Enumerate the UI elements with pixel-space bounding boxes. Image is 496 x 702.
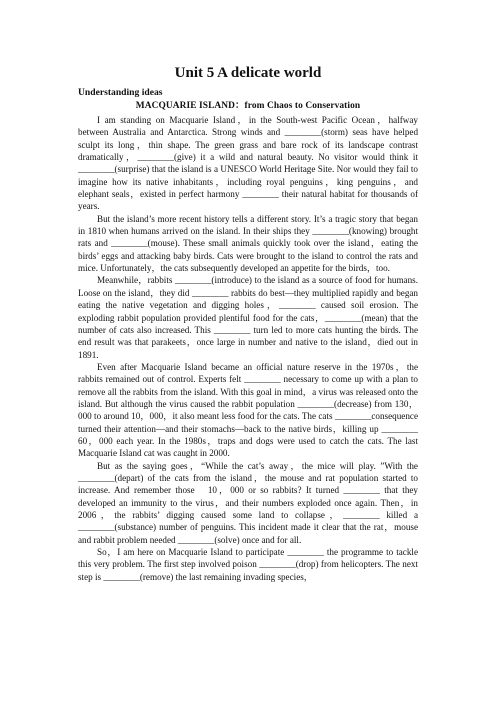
paragraph: But the island’s more recent history tells a different story. It’s a tragic story that began in 1810 when humans arrived on the island. In their ships they ________(knowing) brought rats and ________(mouse). These small animals quickly took over the island，eating the birds’ eggs and attacking baby birds. Cats were brought to the island to control the rats and mice. Unfortunately，the cats subsequently developed an appetite for the birds，too. xyxy=(78,213,418,274)
paragraph: So，I am here on Macquarie Island to participate ________ the programme to tackle this very problem. The first step involved poison ________(drop) from helicopters. The next step is ________(remove) the last remaining invading species， xyxy=(78,547,418,582)
unit-title: Unit 5 A delicate world xyxy=(174,65,322,81)
article-body xyxy=(78,114,418,583)
article-title: MACQUARIE ISLAND：from Chaos to Conservation xyxy=(135,101,361,111)
section-heading: Understanding ideas xyxy=(78,87,163,98)
paragraph: Even after Macquarie Island became an official nature reserve in the 1970s，the rabbits remained out of control. Experts felt ________ necessary to come up with a plan to remove all the rabbits from the island. With this goal in mind，a virus was released onto the island. But although the virus caused the rabbit population ________(decrease) from 130，000 to around 10，000，it also meant less food for the cats. The cats ________consequence turned their attention—and their stomachs—back to the native birds，killing up ________ 60，000 each year. In the 1980s，traps and dogs were used to catch the cats. The last Macquarie Island cat was caught in 2000. xyxy=(78,361,418,459)
paragraph: Meanwhile，rabbits ________(introduce) to the island as a source of food for humans. Loose on the island，they did ________ rabbits do best—they multiplied rapidly and began eating the native vegetation and digging holes，________ caused soil erosion. The exploding rabbit population provided plentiful food for the cats，________(mean) that the number of cats also increased. This ________ turn led to more cats hunting the birds. The end result was that parakeets，once large in number and native to the island，died out in 1891. xyxy=(78,275,418,360)
paragraph: I am standing on Macquarie Island，in the South-west Pacific Ocean，halfway between Australia and Antarctica. Strong winds and ________(storm) seas have helped sculpt its long，thin shape. The green grass and bare rock of its landscape contrast dramatically，________(give) it a wild and natural beauty. No visitor would think it ________(surprise) that the island is a UNESCO World Heritage Site. Nor would they fail to imagine how its native inhabitants，including royal penguins，king penguins，and elephant seals，existed in perfect harmony ________ their natural habitat for thousands of years. xyxy=(78,115,418,212)
paragraph: But as the saying goes，“While the cat’s away，the mice will play. ”With the ________(depart) of the cats from the island，the mouse and rat population started to increase. And remember those 10，000 or so rabbits? It turned ________ that they developed an immunity to the virus，and their numbers exploded once again. Then，in 2006，the rabbits’ digging caused some land to collapse，________ killed a ________(substance) number of penguins. This incident made it clear that the rat，mouse and rabbit problem needed ________(solve) once and for all. xyxy=(78,460,418,545)
